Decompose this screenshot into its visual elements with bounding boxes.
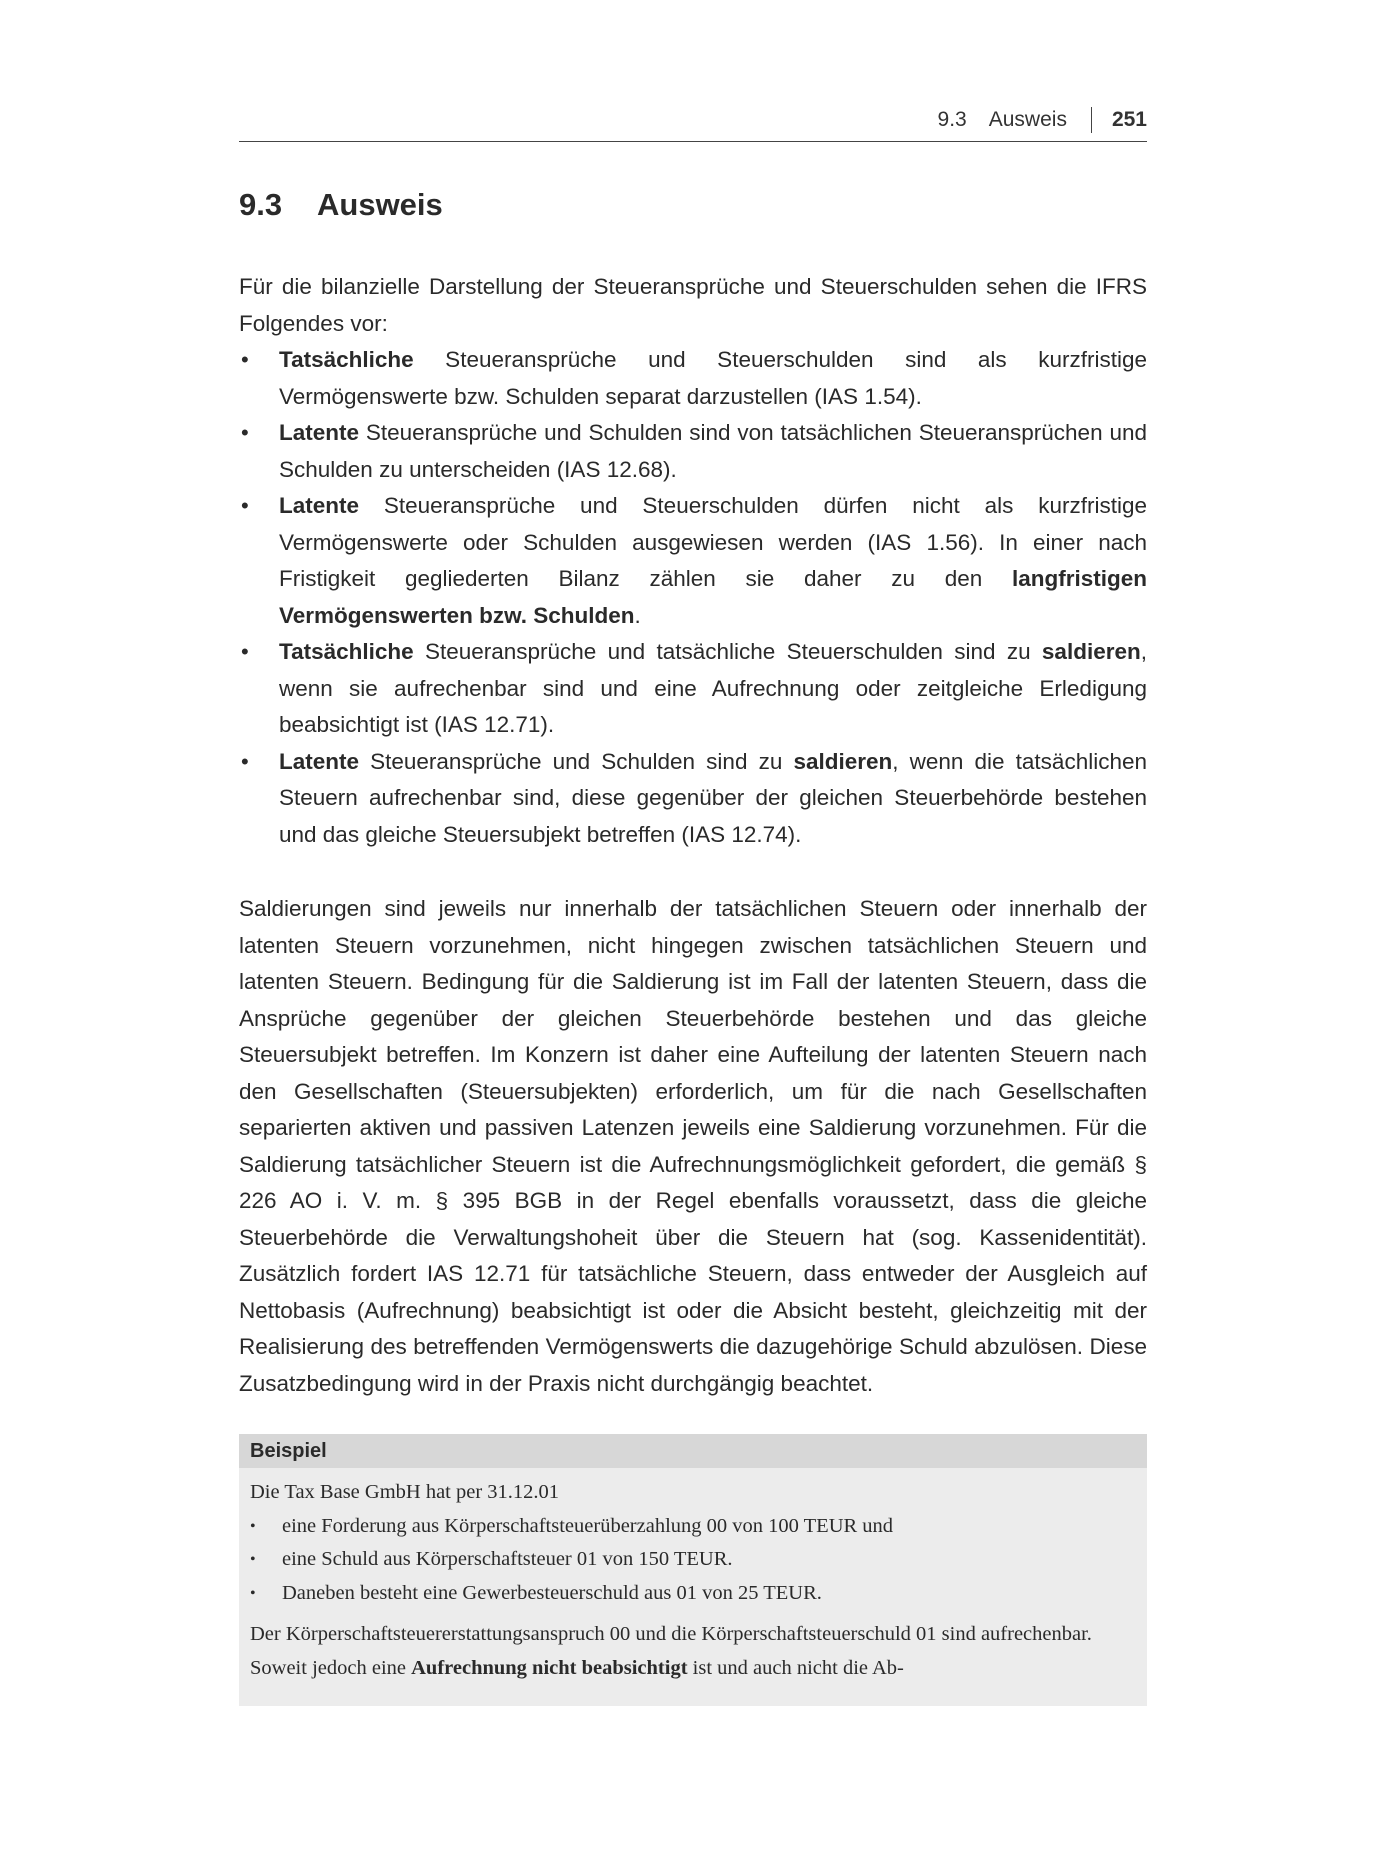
bold-text: Tatsächliche (279, 639, 414, 664)
section-heading-title: Ausweis (317, 187, 443, 222)
example-list-item (250, 1577, 1136, 1611)
example-list-item (250, 1543, 1136, 1577)
bullet-dot-icon: • (241, 347, 249, 372)
requirements-list (239, 342, 1147, 853)
example-list-text: eine Forderung aus Körperschaftsteuerüberzahlung 00 von 100 TEUR und (282, 1514, 894, 1537)
intro-block (239, 269, 1147, 853)
header-rule (239, 141, 1147, 142)
bold-text: Latente (279, 493, 360, 518)
example-list-text: eine Schuld aus Körperschaftsteuer 01 von 150 TEUR. (282, 1548, 733, 1570)
bold-text: saldieren (793, 748, 893, 774)
bold-text: Aufrechnung nicht beabsichtigt (411, 1656, 688, 1679)
example-list-text: Daneben besteht eine Gewerbesteuerschuld aus 01 von 25 TEUR. (282, 1581, 822, 1604)
running-header-section-title: Ausweis (988, 108, 1067, 131)
bullet-dot-icon: • (250, 1584, 256, 1602)
bullet-dot-icon: • (250, 1551, 256, 1568)
text-run: Der Körperschaftsteuererstattungsanspruch 00 und die Körperschaftsteuerschuld 01 sind aufrechenbar. Soweit jedoch eine (250, 1623, 1092, 1679)
section-heading-number: 9.3 (239, 187, 283, 222)
main-block (239, 891, 1147, 1402)
bold-text: Latente (279, 420, 360, 445)
text-run: ist und auch nicht die Ab- (687, 1656, 904, 1679)
example-body (239, 1468, 1147, 1685)
section-heading (239, 187, 443, 223)
bullet-item (239, 342, 1147, 415)
bullet-dot-icon: • (241, 748, 249, 774)
bold-text: langfristigen Vermögenswerten bzw. Schulden (279, 566, 1147, 628)
text-run: , wenn die tatsächlichen Steuern aufrechenbar sind, diese gegenüber der gleichen Steuerbehörde bestehen und das gleiche Steuersubjekt betreffen (IAS 12.74). (279, 748, 1147, 847)
example-list-item (250, 1510, 1136, 1544)
bullet-dot-icon: • (241, 493, 249, 518)
main-paragraph: Saldierungen sind jeweils nur innerhalb der tatsächlichen Steuern oder innerhalb der latenten Steuern vorzunehmen, nicht hingegen zwischen tatsächlichen Steuern und latenten Steuern. Bedingung für die Saldierung ist im Fall der latenten Steuern, dass die Ansprüche gegenüber der gleichen Steuerbehörde bestehen und das gleiche Steuersubjekt betreffen. Im Konzern ist daher eine Aufteilung der latenten Steuern nach den Gesellschaften (Steuersubjekten) erforderlich, um für die nach Gesellschaften separierten aktiven und passiven Latenzen jeweils eine Saldierung vorzunehmen. Für die Saldierung tatsächlicher Steuern ist die Aufrechnungsmöglichkeit gefordert, die gemäß § 226 AO i. V. m. § 395 BGB in der Regel ebenfalls voraussetzt, dass die gleiche Steuerbehörde die Verwaltungshoheit über die Steuern hat (sog. Kassenidentität). Zusätzlich fordert IAS 12.71 für tatsächliche Steuern, dass entweder der Ausgleich auf Nettobasis (Aufrechnung) beabsichtigt ist oder die Absicht besteht, gleichzeitig mit der Realisierung des betreffenden Vermögenswerts die dazugehörige Schuld abzulösen. Diese Zusatzbedingung wird in der Praxis nicht durchgängig beachtet. (239, 896, 1147, 1396)
bullet-item (239, 488, 1147, 634)
text-run: Steueransprüche und tatsächliche Steuerschulden sind zu (413, 639, 1042, 664)
text-run: Steueransprüche und Steuerschulden dürfen nicht als kurzfristige Vermögenswerte oder Schulden ausgewiesen werden (IAS 1.56). In einer nach Fristigkeit gegliederten Bilanz zählen sie daher zu den (279, 493, 1147, 591)
running-header-section-number: 9.3 (937, 108, 967, 131)
page-number: 251 (1111, 108, 1147, 131)
running-header (938, 104, 1147, 136)
example-title: Beispiel (239, 1434, 1147, 1468)
bold-text: saldieren (1041, 639, 1141, 664)
example-paragraph (250, 1618, 1136, 1685)
example-intro: Die Tax Base GmbH hat per 31.12.01 (250, 1481, 560, 1503)
bullet-dot-icon: • (250, 1517, 256, 1535)
bullet-dot-icon: • (241, 639, 249, 664)
bold-text: Latente (279, 748, 360, 774)
bullet-dot-icon: • (241, 420, 249, 445)
text-run: Steueransprüche und Schulden sind von tatsächlichen Steueransprüchen und Schulden zu unterscheiden (IAS 12.68). (279, 420, 1147, 482)
intro-paragraph: Für die bilanzielle Darstellung der Steueransprüche und Steuerschulden sehen die IFRS Folgendes vor: (239, 274, 1147, 336)
bullet-item (239, 634, 1147, 744)
example-list (250, 1510, 1136, 1611)
text-run: . (634, 602, 641, 628)
text-run: Steueransprüche und Schulden sind zu (359, 748, 794, 774)
bold-text: Tatsächliche (279, 347, 414, 372)
bullet-item (239, 415, 1147, 488)
bullet-item (239, 744, 1147, 854)
text-run: Steueransprüche und Steuerschulden sind als kurzfristige Vermögenswerte bzw. Schulden separat darzustellen (IAS 1.54). (279, 347, 1147, 409)
example-box (239, 1434, 1147, 1706)
header-separator (1091, 107, 1092, 133)
text-run: , wenn sie aufrechenbar sind und eine Aufrechnung oder zeitgleiche Erledigung beabsichtigt ist (IAS 12.71). (279, 639, 1147, 737)
